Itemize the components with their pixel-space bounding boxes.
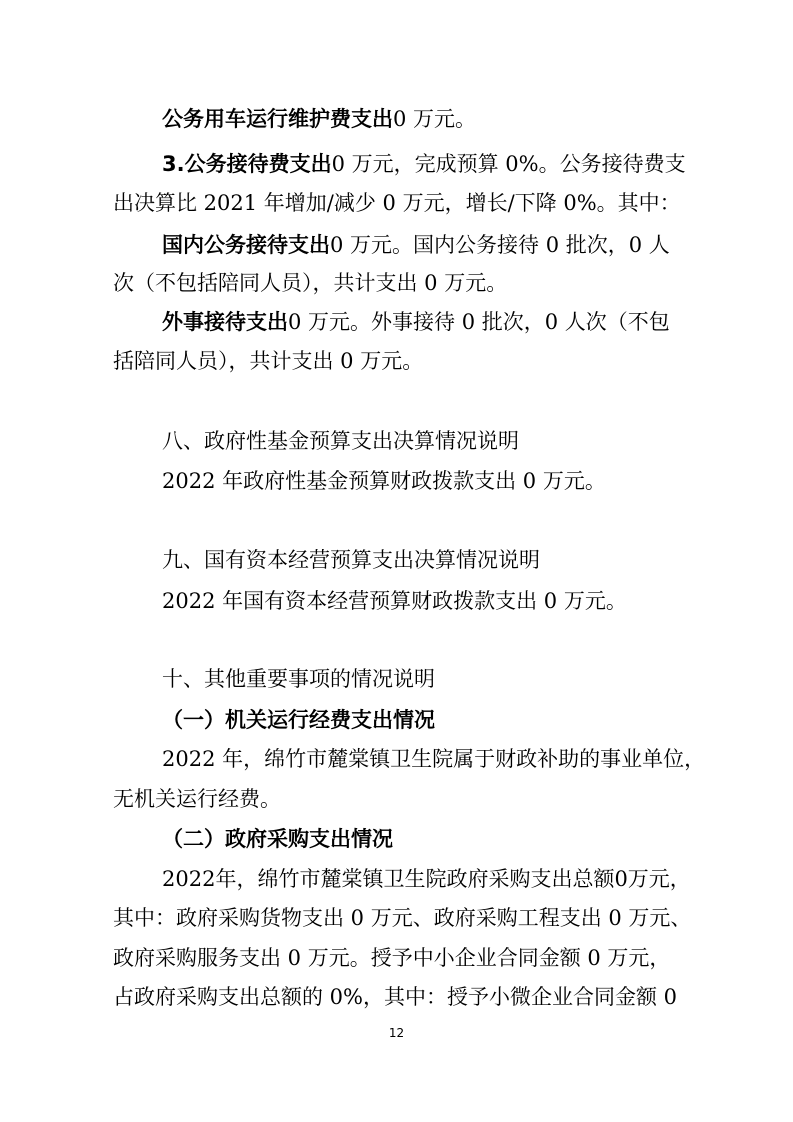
foreign-reception-line	[162, 307, 670, 337]
reception-expense-line-2: 出决算比 2021 年增加/减少 0 万元，增长/下降 0%。其中：	[113, 191, 681, 215]
subsection-1-paragraph-line-2: 无机关运行经费。	[113, 787, 281, 811]
domestic-reception-line-2: 次（不包括陪同人员），共计支出 0 万元。	[113, 271, 508, 295]
domestic-reception-label: 国内公务接待支出	[162, 233, 330, 257]
reception-expense-label: 3.公务接待费支出	[162, 152, 332, 176]
foreign-reception-value: 0 万元。外事接待 0 批次，0 人次（不包	[288, 310, 670, 334]
section-9-heading: 九、国有资本经营预算支出决算情况说明	[162, 548, 540, 572]
section-8-paragraph: 2022 年政府性基金预算财政拨款支出 0 万元。	[162, 469, 606, 493]
subsection-2-paragraph-line-4: 占政府采购支出总额的 0%，其中：授予小微企业合同金额 0	[113, 985, 678, 1009]
domestic-reception-line	[162, 230, 670, 260]
subsection-2-heading: （二）政府采购支出情况	[162, 827, 393, 851]
subsection-1-heading: （一）机关运行经费支出情况	[162, 708, 435, 732]
subsection-2-paragraph-line-2: 其中：政府采购货物支出 0 万元、政府采购工程支出 0 万元、	[113, 906, 692, 930]
section-8-heading: 八、政府性基金预算支出决算情况说明	[162, 429, 519, 453]
vehicle-maintenance-line	[162, 104, 476, 134]
section-10-heading: 十、其他重要事项的情况说明	[162, 667, 435, 691]
reception-expense-value: 0 万元，完成预算 0%。公务接待费支	[331, 152, 686, 176]
subsection-1-paragraph-line-1: 2022 年，绵竹市麓棠镇卫生院属于财政补助的事业单位，	[162, 747, 706, 771]
subsection-2-paragraph-line-3: 政府采购服务支出 0 万元。授予中小企业合同金额 0 万元，	[113, 946, 671, 970]
vehicle-maintenance-label: 公务用车运行维护费支出	[162, 107, 393, 131]
foreign-reception-label: 外事接待支出	[162, 310, 288, 334]
domestic-reception-value: 0 万元。国内公务接待 0 批次，0 人	[330, 233, 670, 257]
foreign-reception-line-2: 括陪同人员），共计支出 0 万元。	[113, 349, 424, 373]
subsection-2-paragraph-line-1: 2022年，绵竹市麓棠镇卫生院政府采购支出总额0万元，	[162, 867, 691, 891]
vehicle-maintenance-value: 0 万元。	[393, 107, 477, 131]
page-number: 12	[388, 1026, 405, 1040]
reception-expense-line	[162, 149, 686, 179]
section-9-paragraph: 2022 年国有资本经营预算财政拨款支出 0 万元。	[162, 589, 627, 613]
